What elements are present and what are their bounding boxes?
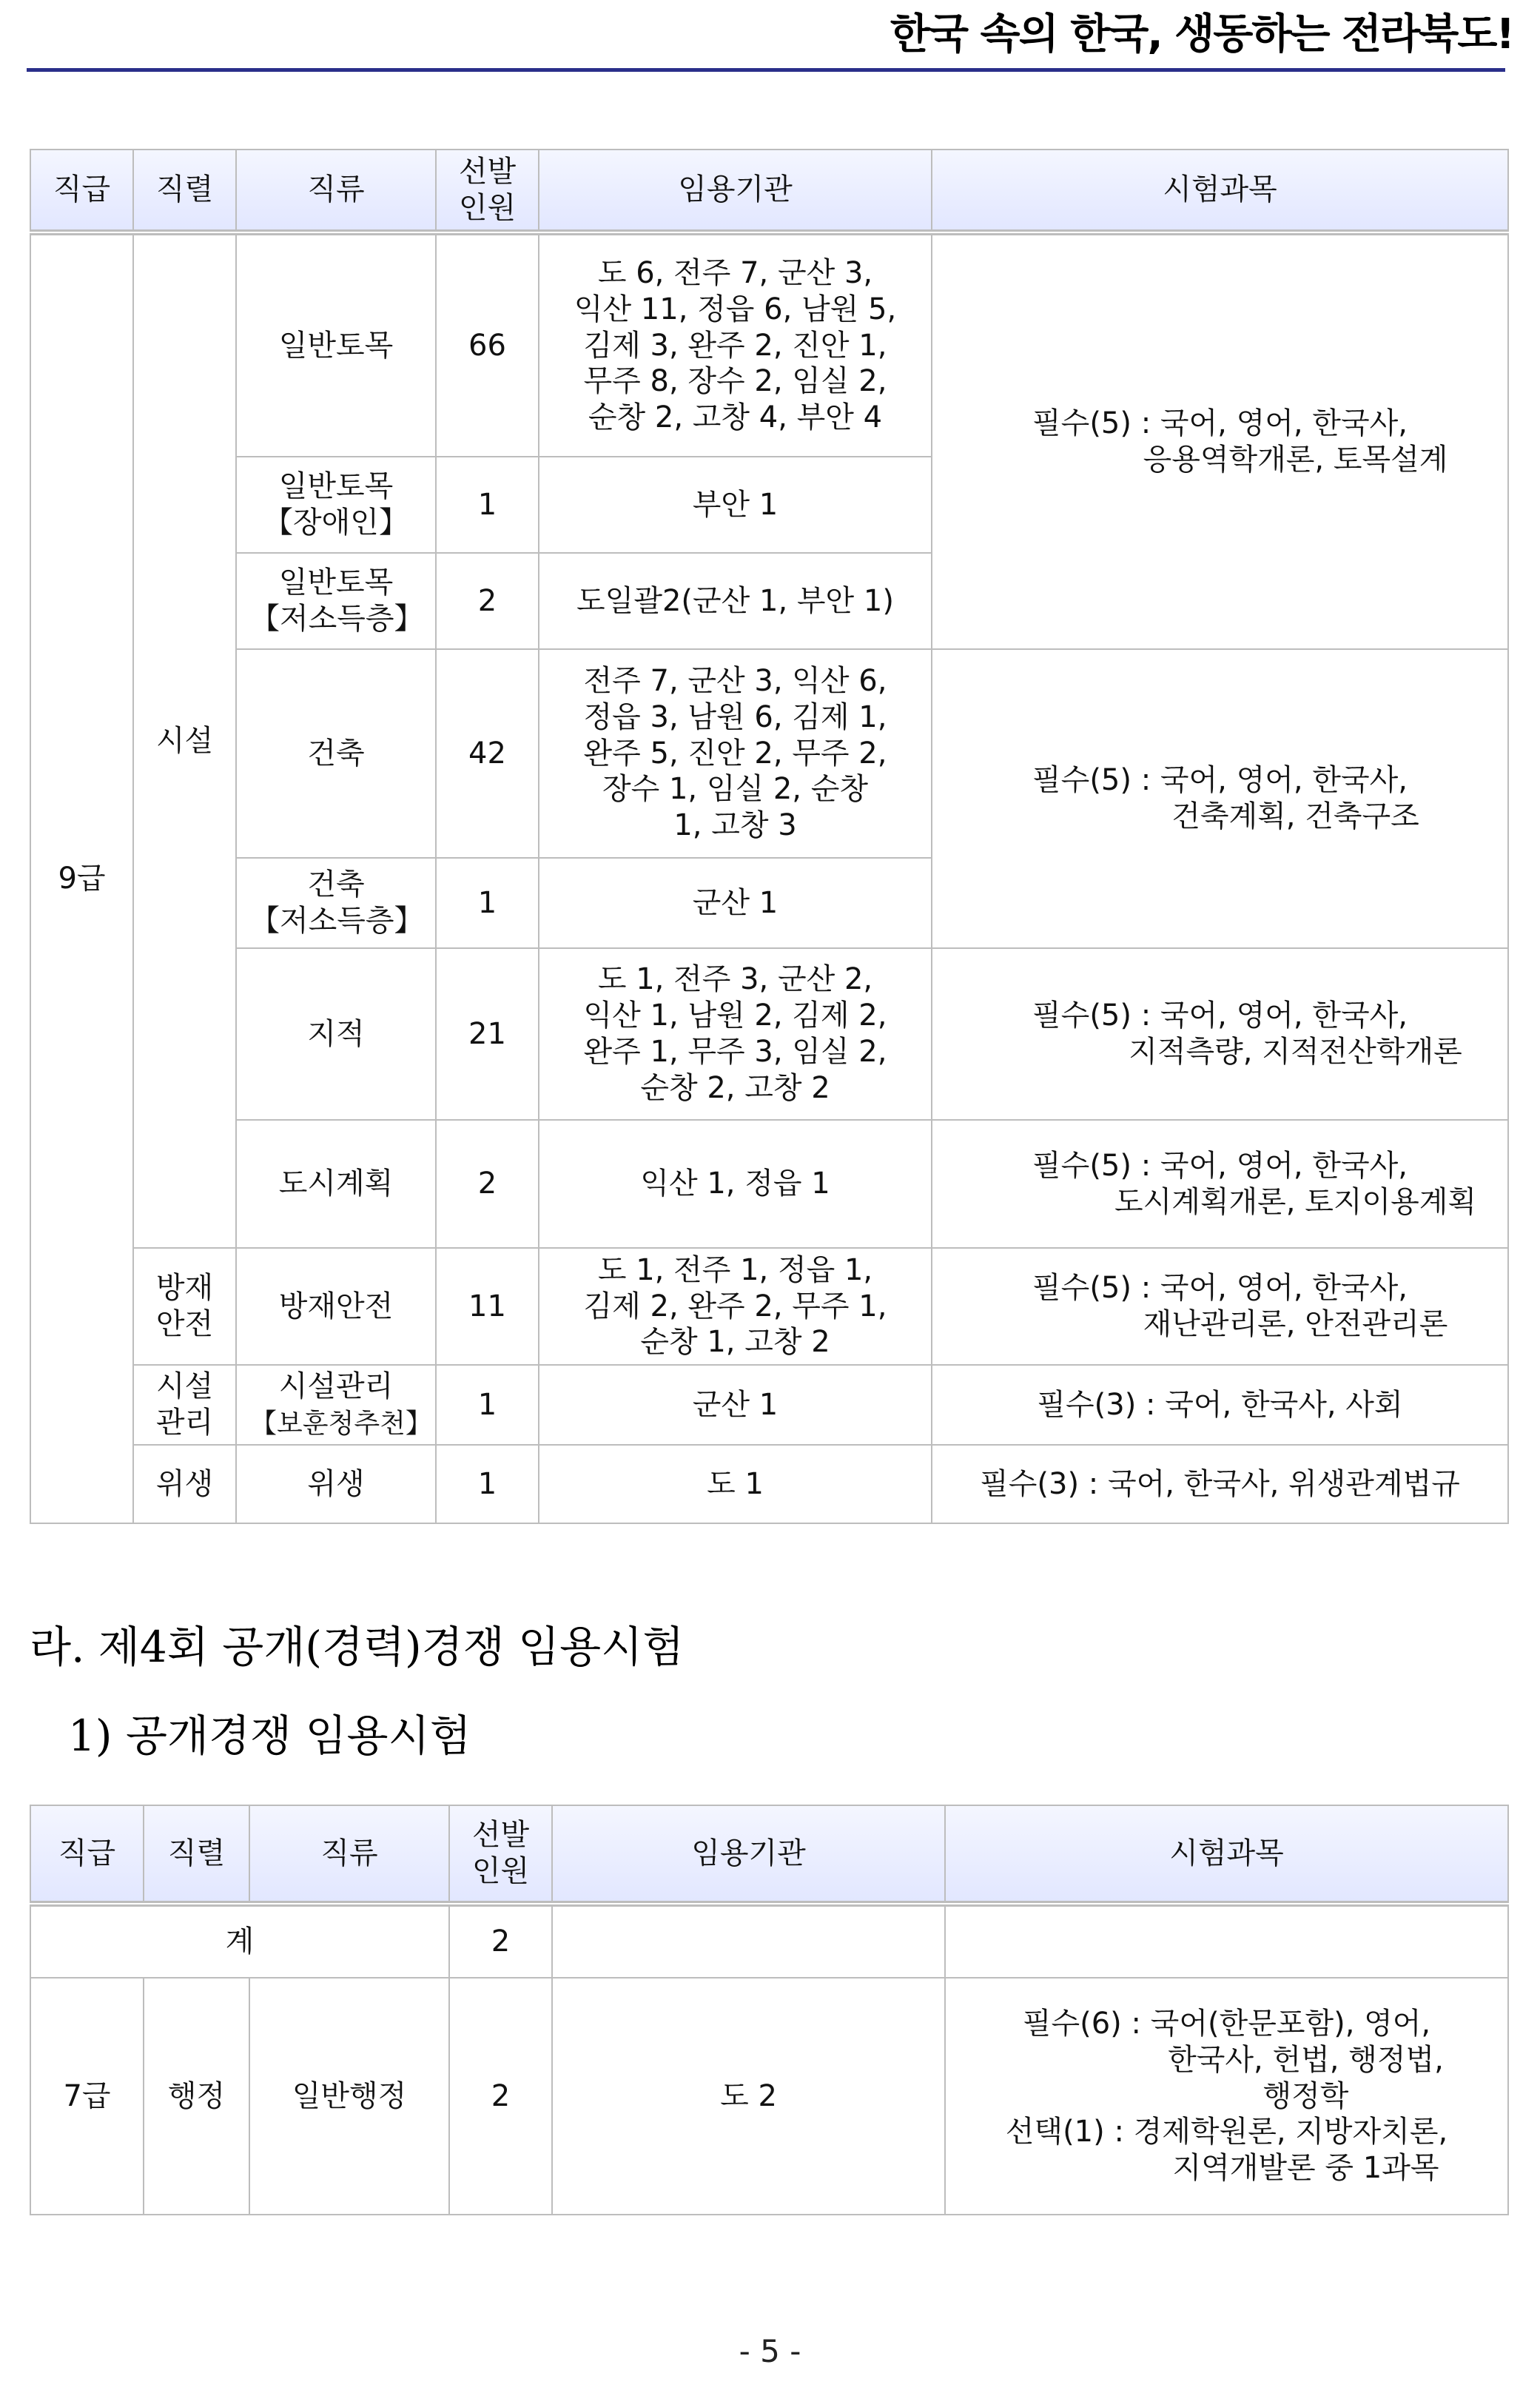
header-slogan: 한국 속의 한국, 생동하는 전라북도! xyxy=(890,10,1513,58)
header-count: 선발 인원 xyxy=(436,150,539,232)
agency-civil-lowincome: 도일괄2(군산 1, 부안 1) xyxy=(539,553,932,649)
total-agency xyxy=(552,1904,945,1978)
header-agency: 임용기관 xyxy=(552,1805,945,1904)
subjects-hygiene: 필수(3) : 국어, 한국사, 위생관계법규 xyxy=(932,1445,1508,1523)
agency-cadastral: 도 1, 전주 3, 군산 2, 익산 1, 남원 2, 김제 2, 완주 1, 무주 3, 임실 2, 순창 2, 고창 2 xyxy=(539,948,932,1120)
header-grade: 직급 xyxy=(30,1805,144,1904)
table-row xyxy=(30,1248,1508,1365)
count-civil-disabled: 1 xyxy=(436,457,539,553)
subjects-arch: 필수(5) : 국어, 영어, 한국사, 건축계획, 건축구조 xyxy=(932,649,1508,948)
table-row xyxy=(30,1445,1508,1523)
table-row xyxy=(30,1365,1508,1445)
job-arch: 건축 xyxy=(236,649,436,858)
count-facmgmt: 1 xyxy=(436,1365,539,1445)
count-disaster: 11 xyxy=(436,1248,539,1365)
count-arch-lowincome: 1 xyxy=(436,858,539,948)
agency-hygiene: 도 1 xyxy=(539,1445,932,1523)
subjects-cadastral: 필수(5) : 국어, 영어, 한국사, 지적측량, 지적전산학개론 xyxy=(932,948,1508,1120)
count-urban: 2 xyxy=(436,1120,539,1248)
count-civil: 66 xyxy=(436,232,539,457)
table-row xyxy=(30,232,1508,457)
header-count: 선발 인원 xyxy=(449,1805,552,1904)
total-label: 계 xyxy=(30,1904,449,1978)
header-subjects: 시험과목 xyxy=(945,1805,1508,1904)
page-number: - 5 - xyxy=(739,2333,801,2369)
agency-civil: 도 6, 전주 7, 군산 3, 익산 11, 정읍 6, 남원 5, 김제 3, 완주 2, 진안 1, 무주 8, 장수 2, 임실 2, 순창 2, 고창 4, 부안 4 xyxy=(539,232,932,457)
job-disaster: 방재안전 xyxy=(236,1248,436,1365)
total-count: 2 xyxy=(449,1904,552,1978)
grade-cell: 9급 xyxy=(30,232,133,1523)
header-agency: 임용기관 xyxy=(539,150,932,232)
job-cadastral: 지적 xyxy=(236,948,436,1120)
series-facility: 시설 xyxy=(133,232,236,1248)
subjects-disaster: 필수(5) : 국어, 영어, 한국사, 재난관리론, 안전관리론 xyxy=(932,1248,1508,1365)
subjects-urban: 필수(5) : 국어, 영어, 한국사, 도시계획개론, 토지이용계획 xyxy=(932,1120,1508,1248)
table-header-row xyxy=(30,150,1508,232)
header-grade: 직급 xyxy=(30,150,133,232)
job-civil: 일반토목 xyxy=(236,232,436,457)
job-hygiene: 위생 xyxy=(236,1445,436,1523)
header-series: 직렬 xyxy=(133,150,236,232)
series-hygiene: 위생 xyxy=(133,1445,236,1523)
header-job: 직류 xyxy=(236,150,436,232)
agency-arch-lowincome: 군산 1 xyxy=(539,858,932,948)
agency-civil-disabled: 부안 1 xyxy=(539,457,932,553)
table-row xyxy=(30,1978,1508,2215)
count-civil-lowincome: 2 xyxy=(436,553,539,649)
agency-arch: 전주 7, 군산 3, 익산 6, 정읍 3, 남원 6, 김제 1, 완주 5, 진안 2, 무주 2, 장수 1, 임실 2, 순창 1, 고창 3 xyxy=(539,649,932,858)
total-subjects xyxy=(945,1904,1508,1978)
count-hygiene: 1 xyxy=(436,1445,539,1523)
subjects-general-admin: 필수(6) : 국어(한문포함), 영어, 한국사, 헌법, 행정법, 행정학 선택(1) : 경제학원론, 지방자치론, 지역개발론 중 1과목 xyxy=(945,1978,1508,2215)
section-subtitle: 1) 공개경쟁 임용시험 xyxy=(68,1711,471,1761)
series-admin: 행정 xyxy=(144,1978,249,2215)
agency-general-admin: 도 2 xyxy=(552,1978,945,2215)
header-job: 직류 xyxy=(249,1805,449,1904)
job-civil-disabled: 일반토목 【장애인】 xyxy=(236,457,436,553)
recruitment-table-9grade xyxy=(30,149,1509,1524)
count-arch: 42 xyxy=(436,649,539,858)
job-facmgmt: 시설관리 【보훈청추천】 xyxy=(236,1365,436,1445)
series-disaster: 방재 안전 xyxy=(133,1248,236,1365)
agency-urban: 익산 1, 정읍 1 xyxy=(539,1120,932,1248)
recruitment-table-7grade xyxy=(30,1805,1509,2215)
grade-cell: 7급 xyxy=(30,1978,144,2215)
header-rule xyxy=(27,68,1505,72)
agency-facmgmt: 군산 1 xyxy=(539,1365,932,1445)
total-row xyxy=(30,1904,1508,1978)
section-title: 라. 제4회 공개(경력)경쟁 임용시험 xyxy=(30,1622,685,1672)
job-arch-lowincome: 건축 【저소득층】 xyxy=(236,858,436,948)
job-urban: 도시계획 xyxy=(236,1120,436,1248)
header-subjects: 시험과목 xyxy=(932,150,1508,232)
header-series: 직렬 xyxy=(144,1805,249,1904)
table-row xyxy=(30,1120,1508,1248)
job-general-admin: 일반행정 xyxy=(249,1978,449,2215)
table-row xyxy=(30,649,1508,858)
table-header-row xyxy=(30,1805,1508,1904)
count-cadastral: 21 xyxy=(436,948,539,1120)
subjects-facmgmt: 필수(3) : 국어, 한국사, 사회 xyxy=(932,1365,1508,1445)
job-civil-lowincome: 일반토목 【저소득층】 xyxy=(236,553,436,649)
agency-disaster: 도 1, 전주 1, 정읍 1, 김제 2, 완주 2, 무주 1, 순창 1, 고창 2 xyxy=(539,1248,932,1365)
series-facmgmt: 시설 관리 xyxy=(133,1365,236,1445)
subjects-civil: 필수(5) : 국어, 영어, 한국사, 응용역학개론, 토목설계 xyxy=(932,232,1508,649)
count-general-admin: 2 xyxy=(449,1978,552,2215)
table-row xyxy=(30,948,1508,1120)
